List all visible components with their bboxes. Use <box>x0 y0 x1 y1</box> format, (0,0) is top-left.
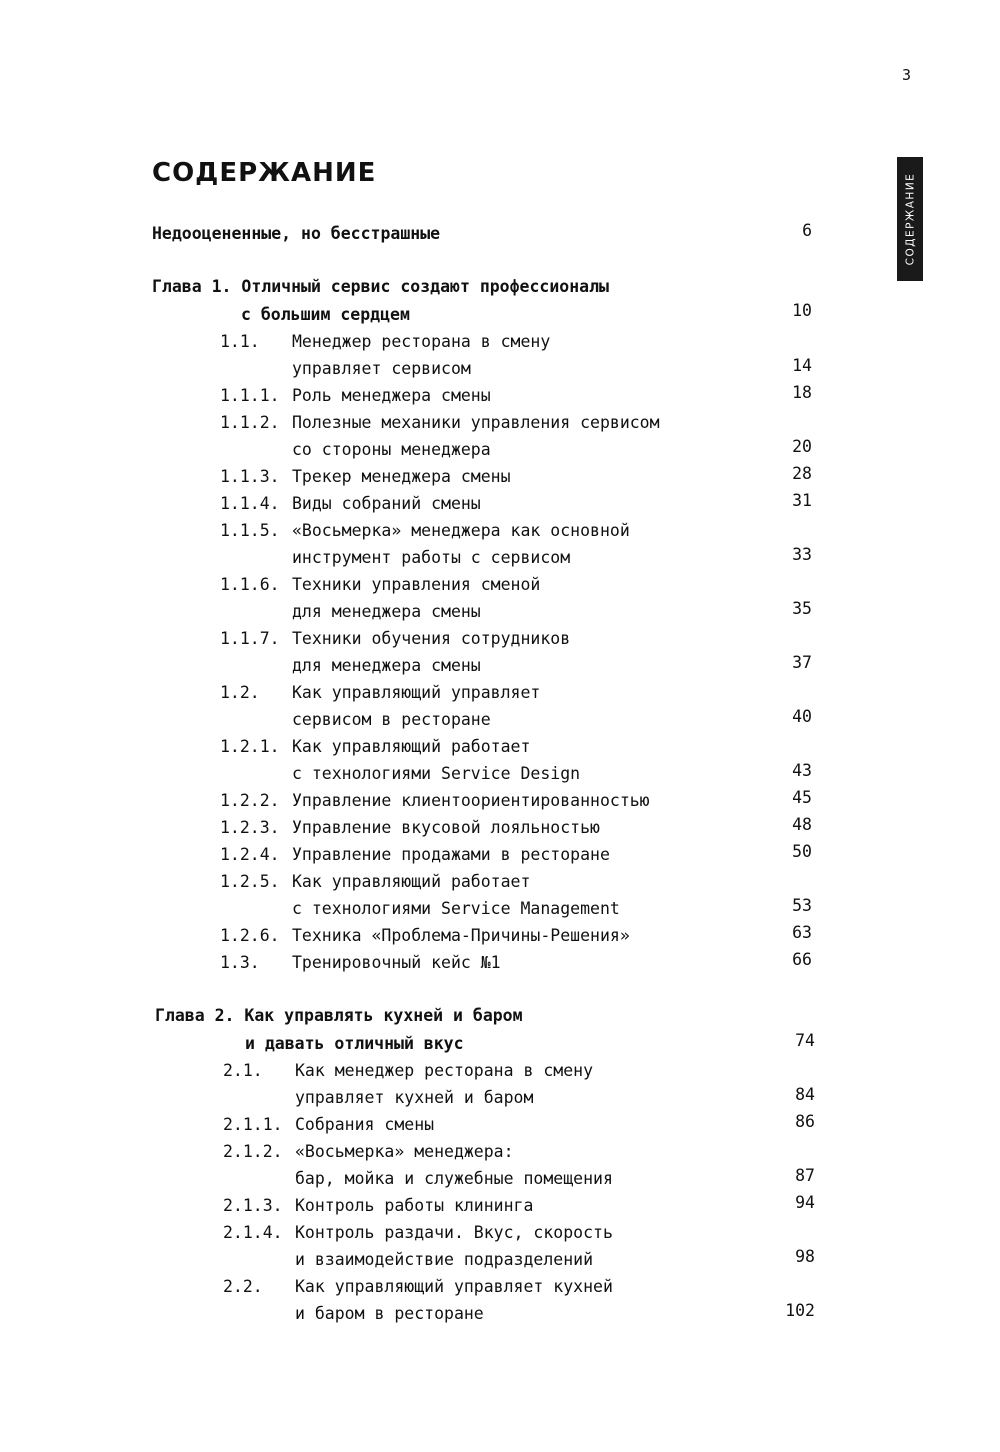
toc-entry-title: Управление клиентоориентированностью <box>292 791 650 810</box>
toc-entry-title: Собрания смены <box>295 1115 435 1134</box>
toc-entry-number: 1.2.2. <box>220 791 280 810</box>
toc-entry-page: 20 <box>792 437 812 456</box>
toc-entry-number: 1.2.5. <box>220 872 280 891</box>
toc-entry-title: Как управляющий управляет <box>292 683 541 702</box>
toc-entry-page: 33 <box>792 545 812 564</box>
toc-entry-title: Управление вкусовой лояльностью <box>292 818 600 837</box>
toc-entry-number: 1.3. <box>220 953 260 972</box>
toc-entry-number: 1.1.4. <box>220 494 280 513</box>
toc-entry-title-cont: и баром в ресторане <box>295 1304 484 1323</box>
side-tab-label: СОДЕРЖАНИЕ <box>904 172 916 266</box>
toc-entry-title: Полезные механики управления сервисом <box>292 413 660 432</box>
toc-entry-page: 18 <box>792 383 812 402</box>
toc-entry-title: Как управляющий управляет кухней <box>295 1277 613 1296</box>
toc-entry-number: 2.1.1. <box>223 1115 283 1134</box>
toc-entry-page: 94 <box>795 1193 815 1212</box>
toc-entry-number: 1.1.1. <box>220 386 280 405</box>
toc-entry-title-cont: бар, мойка и служебные помещения <box>295 1169 613 1188</box>
toc-entry-number: 1.2.3. <box>220 818 280 837</box>
toc-entry-title: Как управляющий работает <box>292 872 531 891</box>
toc-entry-page: 66 <box>792 950 812 969</box>
page-number: 3 <box>902 66 912 84</box>
section-side-tab <box>897 157 923 281</box>
chapter-1-title-line1: Глава 1. Отличный сервис создают профессионалы <box>152 277 609 296</box>
toc-entry-title: Техника «Проблема-Причины-Решения» <box>292 926 630 945</box>
toc-entry-title: Менеджер ресторана в смену <box>292 332 551 351</box>
toc-entry-title: Как управляющий работает <box>292 737 531 756</box>
toc-entry-page: 31 <box>792 491 812 510</box>
chapter-2-title-line1: Глава 2. Как управлять кухней и баром <box>155 1006 523 1025</box>
toc-entry-page: 50 <box>792 842 812 861</box>
toc-intro-page: 6 <box>802 221 812 240</box>
toc-entry-number: 1.1.2. <box>220 413 280 432</box>
toc-entry-number: 1.2. <box>220 683 260 702</box>
toc-entry-number: 1.2.6. <box>220 926 280 945</box>
toc-entry-title: Как менеджер ресторана в смену <box>295 1061 594 1080</box>
toc-entry-title: Роль менеджера смены <box>292 386 491 405</box>
toc-entry-title: «Восьмерка» менеджера: <box>295 1142 514 1161</box>
toc-entry-number: 2.1.4. <box>223 1223 283 1242</box>
page-title: СОДЕРЖАНИЕ <box>152 158 377 188</box>
toc-entry-page: 48 <box>792 815 812 834</box>
toc-entry-page: 86 <box>795 1112 815 1131</box>
toc-entry-title-cont: инструмент работы с сервисом <box>292 548 571 567</box>
toc-entry-title-cont: управляет сервисом <box>292 359 471 378</box>
toc-entry-number: 1.2.4. <box>220 845 280 864</box>
chapter-2-title-line2: и давать отличный вкус <box>245 1034 464 1053</box>
toc-entry-page: 45 <box>792 788 812 807</box>
toc-entry-title: Управление продажами в ресторане <box>292 845 610 864</box>
toc-entry-number: 1.2.1. <box>220 737 280 756</box>
toc-entry-page: 43 <box>792 761 812 780</box>
toc-entry-title: «Восьмерка» менеджера как основной <box>292 521 630 540</box>
toc-entry-page: 87 <box>795 1166 815 1185</box>
toc-entry-title-cont: с технологиями Service Design <box>292 764 581 783</box>
toc-entry-title-cont: со стороны менеджера <box>292 440 491 459</box>
toc-entry-title: Трекер менеджера смены <box>292 467 511 486</box>
toc-entry-page: 53 <box>792 896 812 915</box>
toc-entry-number: 1.1.5. <box>220 521 280 540</box>
toc-entry-title: Контроль раздачи. Вкус, скорость <box>295 1223 613 1242</box>
toc-entry-title-cont: для менеджера смены <box>292 656 481 675</box>
toc-entry-page: 102 <box>785 1301 815 1320</box>
toc-entry-title: Контроль работы клининга <box>295 1196 534 1215</box>
toc-entry-title: Виды собраний смены <box>292 494 481 513</box>
toc-entry-page: 63 <box>792 923 812 942</box>
toc-entry-page: 28 <box>792 464 812 483</box>
toc-entry-title-cont: для менеджера смены <box>292 602 481 621</box>
toc-entry-number: 2.1.3. <box>223 1196 283 1215</box>
chapter-1-title-line2: с большим сердцем <box>241 305 410 324</box>
toc-entry-page: 14 <box>792 356 812 375</box>
toc-intro-label: Недооцененные, но бесстрашные <box>152 224 441 243</box>
toc-entry-title-cont: сервисом в ресторане <box>292 710 491 729</box>
toc-entry-page: 84 <box>795 1085 815 1104</box>
toc-entry-number: 1.1. <box>220 332 260 351</box>
toc-entry-title-cont: управляет кухней и баром <box>295 1088 534 1107</box>
toc-entry-number: 1.1.7. <box>220 629 280 648</box>
toc-entry-number: 1.1.3. <box>220 467 280 486</box>
toc-entry-title-cont: и взаимодействие подразделений <box>295 1250 594 1269</box>
toc-entry-page: 35 <box>792 599 812 618</box>
toc-entry-page: 37 <box>792 653 812 672</box>
toc-entry-title: Тренировочный кейс №1 <box>292 953 501 972</box>
toc-entry-number: 2.1. <box>223 1061 263 1080</box>
chapter-1-page: 10 <box>792 301 812 320</box>
toc-entry-number: 1.1.6. <box>220 575 280 594</box>
toc-entry-number: 2.2. <box>223 1277 263 1296</box>
chapter-2-page: 74 <box>795 1031 815 1050</box>
toc-entry-page: 98 <box>795 1247 815 1266</box>
toc-entry-title: Техники управления сменой <box>292 575 541 594</box>
toc-entry-page: 40 <box>792 707 812 726</box>
toc-entry-title-cont: с технологиями Service Management <box>292 899 620 918</box>
toc-entry-title: Техники обучения сотрудников <box>292 629 571 648</box>
toc-entry-number: 2.1.2. <box>223 1142 283 1161</box>
